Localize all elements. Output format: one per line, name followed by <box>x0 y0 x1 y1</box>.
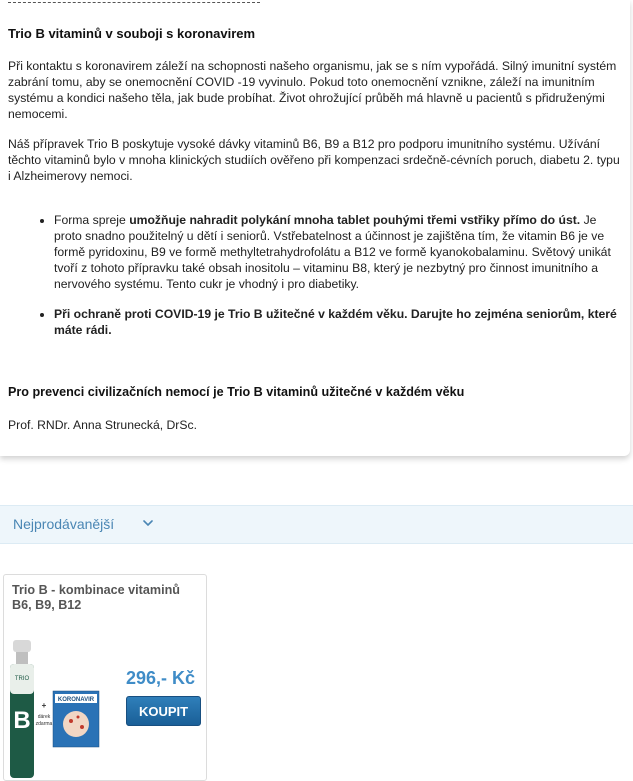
sort-bar <box>0 505 633 544</box>
product-title[interactable]: Trio B - kombinace vitaminů B6, B9, B12 <box>12 583 180 612</box>
book-virus-dot-2 <box>80 725 84 729</box>
article-title: Trio B vitaminů v souboji s koronavirem <box>8 26 256 41</box>
bullet-item-covid <box>54 306 620 338</box>
article-bullet-list <box>8 212 620 352</box>
sort-dropdown[interactable]: Nejprodávanější <box>13 516 115 532</box>
book-virus-dot-1 <box>69 719 73 723</box>
article-closing: Pro prevenci civilizačních nemocí je Trio B vitaminů užitečné v každém věku <box>8 385 465 399</box>
article-paragraph-1: Při kontaktu s koronavirem záleží na schopnosti našeho organismu, jak se s ním vypořádá. Silný imunitní systém zabrání tomu, aby se onemocnění COVID -19 vyvinulo. Pokud toto onemocnění vznikne, záleží na imunitním systému a kondici našeho těla, jak bude probíhat. Život ohrožující průběh má hlavně u pacientů s přidruženými nemocemi. <box>8 59 617 121</box>
chevron-down-icon[interactable] <box>143 520 153 526</box>
gift-plus: + <box>41 701 47 710</box>
buy-button[interactable]: KOUPIT <box>126 696 201 726</box>
bottle-letter: B <box>13 707 31 734</box>
product-price: 296,- Kč <box>126 668 196 688</box>
bullet-item-spray <box>54 212 620 292</box>
product-image[interactable] <box>9 638 119 780</box>
book-virus-dot-3 <box>77 716 80 719</box>
separator-line <box>8 2 260 3</box>
article-signature: Prof. RNDr. Anna Strunecká, DrSc. <box>8 418 197 432</box>
bullet-rest: Je proto snadno použitelný u dětí i seniorů. Vstřebatelnost a účinnost je zajištěna tím, že vitamin B6 je ve formě pyridoxinu, B9 ve formě methyltetrahydrofolátu a B12 ve formě kyanokobalaminu. Světový unikát tvoří z tohoto přípravku také obsah inositolu – vitaminu B8, který je nezbytný pro činnost imunitního a nervového systému. Tento cukr je vhodný i pro diabetiky. <box>54 213 611 291</box>
bottle-cap <box>13 640 31 652</box>
article-paragraph-2: Náš přípravek Trio B poskytuje vysoké dávky vitaminů B6, B9 a B12 pro podporu imunitního systému. Užívání těchto vitaminů bylo v mnoha klinických studiích ověřeno při kompenzaci srdečně-cévních poruch, diabetu 2. typu i Alzheimerovy nemoci. <box>8 137 620 183</box>
book-title: KORONAVIR <box>57 697 95 703</box>
bullet-lead: Forma spreje <box>54 213 130 227</box>
bottle-brand: TRIO <box>14 676 30 682</box>
book-illustration <box>63 711 89 737</box>
gift-free: zdarma <box>35 721 53 727</box>
bullet-bold: umožňuje nahradit polykání mnoha tablet pouhými třemi vstřiky přímo do úst. <box>129 213 581 227</box>
gift-label: dárek <box>37 714 51 720</box>
bullet-covid-text: Při ochraně proti COVID-19 je Trio B užitečné v každém věku. Darujte ho zejména seniorům, které máte rádi. <box>54 307 617 337</box>
bottle-neck <box>16 652 28 664</box>
product-card[interactable] <box>3 574 207 781</box>
